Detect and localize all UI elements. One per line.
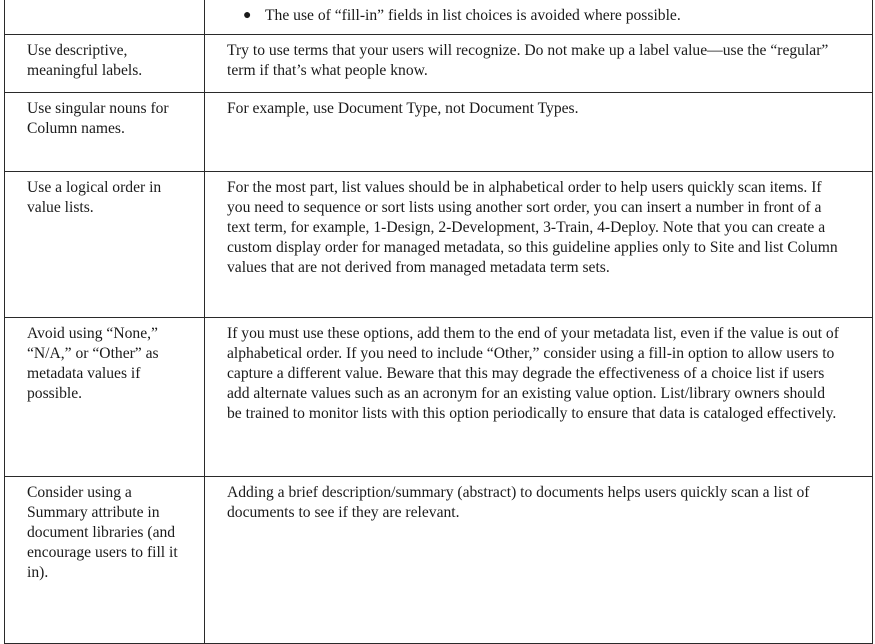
table-row [5,477,873,644]
explanation-cell [205,0,873,35]
table-row [5,35,873,93]
bullet-item [227,6,842,26]
explanation-cell: For example, use Document Type, not Document Types. [205,93,873,172]
explanation-cell: For the most part, list values should be in alphabetical order to help users quickly scan items. If you need to sequence or sort lists using another sort order, you can insert a number in front of a text term, for example, 1-Design, 2-Development, 3-Train, 4-Deploy. Note that you can create a custom display order for managed metadata, so this guideline applies only to Site and list Column values that are not derived from managed metadata term sets. [205,172,873,318]
metadata-guidelines-table [4,0,873,644]
table-row [5,93,873,172]
guideline-cell [5,0,205,35]
table-row [5,318,873,477]
guideline-cell: Use singular nouns for Column names. [5,93,205,172]
table-row [5,0,873,35]
explanation-cell: If you must use these options, add them to the end of your metadata list, even if the value is out of alphabetical order. If you need to include “Other,” consider using a fill-in option to allow users to capture a different value. Beware that this may degrade the effectiveness of a choice list if users add alternate values such as an acronym for an existing value option. List/library owners should be trained to monitor lists with this option periodically to ensure that data is cataloged effectively. [205,318,873,477]
bullet-text: The use of “fill-in” fields in list choices is avoided where possible. [265,7,681,24]
guideline-cell: Consider using a Summary attribute in document libraries (and encourage users to fill it in). [5,477,205,644]
guideline-cell: Use a logical order in value lists. [5,172,205,318]
guideline-cell: Use descriptive, meaningful labels. [5,35,205,93]
table-row [5,172,873,318]
guideline-cell: Avoid using “None,” “N/A,” or “Other” as metadata values if possible. [5,318,205,477]
explanation-cell: Try to use terms that your users will recognize. Do not make up a label value—use the “regular” term if that’s what people know. [205,35,873,93]
explanation-cell: Adding a brief description/summary (abstract) to documents helps users quickly scan a list of documents to see if they are relevant. [205,477,873,644]
bullet-icon: ● [243,8,252,23]
